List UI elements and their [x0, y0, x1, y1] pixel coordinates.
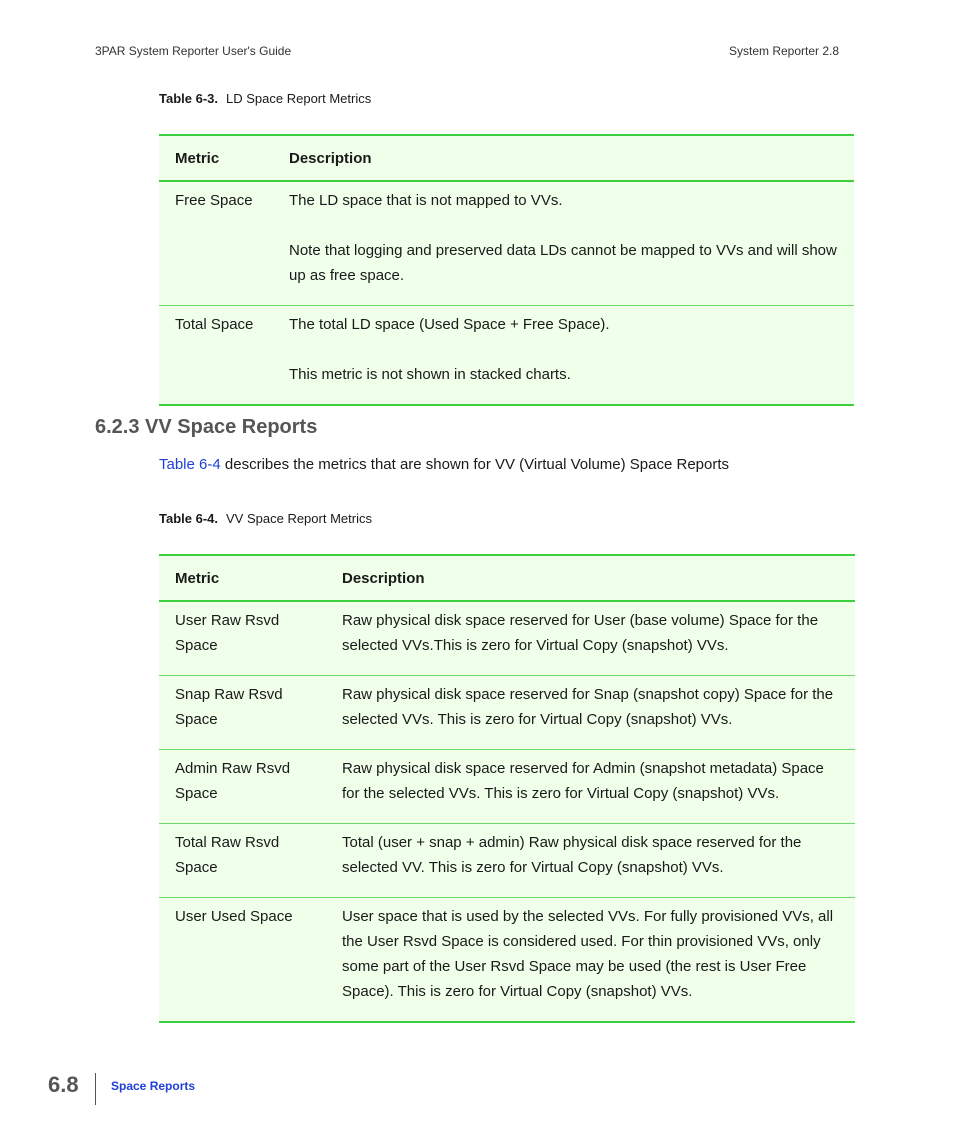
intro-text: describes the metrics that are shown for VV (Virtual Volume) Space Reports [220, 456, 730, 473]
footer-divider [95, 1073, 96, 1105]
running-header-title: 3PAR System Reporter User's Guide [95, 44, 292, 58]
table-header-row [159, 555, 855, 601]
column-header-description: Description [342, 569, 425, 587]
section-heading: 6.2.3 VV Space Reports [95, 416, 318, 438]
caption-text: LD Space Report Metrics [226, 91, 372, 106]
metric-cell: Total Raw Rsvd Space [175, 834, 280, 876]
footer-section-link[interactable]: Space Reports [111, 1079, 196, 1093]
description-paragraph: The LD space that is not mapped to VVs. [289, 192, 563, 209]
column-header-description: Description [289, 149, 372, 167]
section-intro [159, 456, 729, 473]
metric-cell: Snap Raw Rsvd Space [175, 686, 283, 728]
table-row [159, 750, 855, 824]
description-cell: Raw physical disk space reserved for Snap (snapshot copy) Space for the selected VVs. This is zero for Virtual Copy (snapshot) VVs. [342, 686, 834, 728]
column-header-metric: Metric [175, 149, 220, 167]
column-header-metric: Metric [175, 569, 220, 587]
description-cell [273, 306, 854, 406]
description-cell [273, 181, 854, 306]
vv-space-metrics-table [159, 554, 855, 1023]
metric-cell: Admin Raw Rsvd Space [175, 760, 291, 802]
table-6-4-caption [159, 511, 372, 526]
page-number: 6.8 [48, 1072, 79, 1097]
table-6-3-caption [159, 91, 371, 106]
description-cell: User space that is used by the selected VVs. For fully provisioned VVs, all the User Rsvd Space is considered used. For thin provisioned VVs, only some part of the User Rsvd Space may be used (the rest is User Free Space). This is zero for Virtual Copy (snapshot) VVs. [342, 908, 834, 1000]
caption-label: Table 6-4. [159, 511, 219, 526]
description-paragraph: This metric is not shown in stacked charts. [289, 366, 571, 383]
metric-cell: User Used Space [175, 908, 293, 925]
running-header-version: System Reporter 2.8 [729, 44, 840, 58]
metric-cell: User Raw Rsvd Space [175, 612, 280, 654]
description-paragraph: Note that logging and preserved data LDs cannot be mapped to VVs and will show up as free space. [289, 242, 837, 284]
table-row [159, 898, 855, 1023]
table-row [159, 824, 855, 898]
metric-cell: Free Space [175, 192, 253, 209]
description-paragraph: The total LD space (Used Space + Free Space). [289, 316, 610, 333]
description-cell: Total (user + snap + admin) Raw physical disk space reserved for the selected VV. This is zero for Virtual Copy (snapshot) VVs. [342, 834, 802, 876]
table-row [159, 181, 854, 306]
table-row [159, 601, 855, 676]
table-header-row [159, 135, 854, 181]
description-cell: Raw physical disk space reserved for User (base volume) Space for the selected VVs.This is zero for Virtual Copy (snapshot) VVs. [342, 612, 819, 654]
ld-space-metrics-table [159, 134, 854, 406]
caption-label: Table 6-3. [159, 91, 219, 106]
table-row [159, 676, 855, 750]
metric-cell: Total Space [175, 316, 254, 333]
description-cell: Raw physical disk space reserved for Admin (snapshot metadata) Space for the selected VVs. This is zero for Virtual Copy (snapshot) VVs. [342, 760, 824, 802]
table-row [159, 306, 854, 406]
caption-text: VV Space Report Metrics [226, 511, 372, 526]
table-6-4-link[interactable]: Table 6-4 [159, 456, 221, 473]
